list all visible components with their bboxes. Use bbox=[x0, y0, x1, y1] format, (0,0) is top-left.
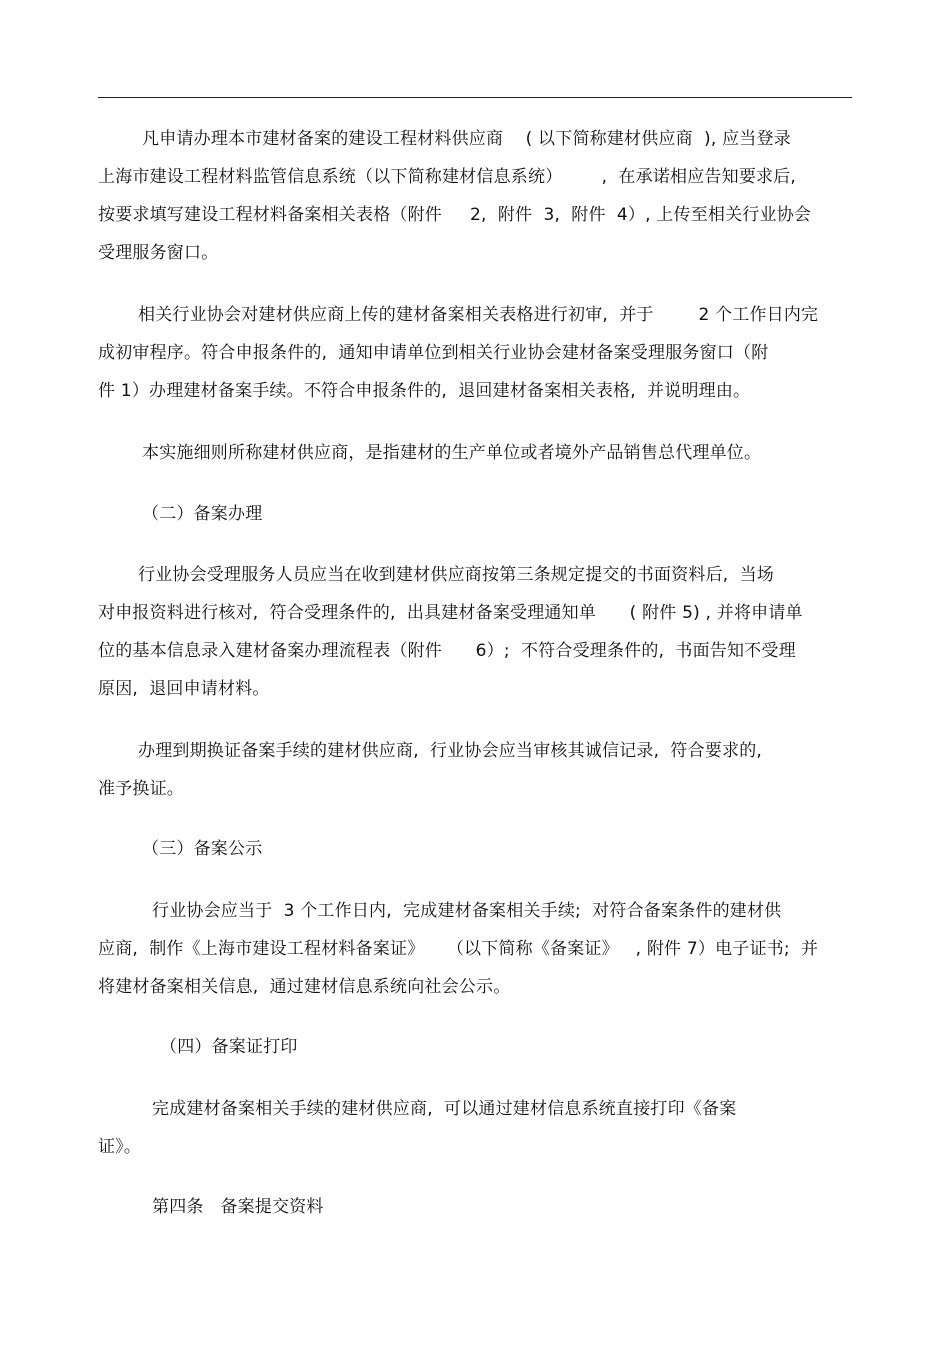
paragraph-line: 对申报资料进行核对, 符合受理条件的, 出具建材备案受理通知单 ( 附件 5) , 并将申请单 bbox=[98, 603, 803, 623]
paragraph-line: 行业协会应当于 3 个工作日内, 完成建材备案相关手续; 对符合备案条件的建材供 bbox=[152, 901, 782, 921]
paragraph-line: 原因, 退回申请材料。 bbox=[98, 679, 270, 699]
paragraph-line: 将建材备案相关信息, 通过建材信息系统向社会公示。 bbox=[98, 977, 511, 997]
paragraph-line: 凡申请办理本市建材备案的建设工程材料供应商 ( 以下简称建材供应商 ), 应当登录 bbox=[142, 129, 791, 149]
paragraph-line: 位的基本信息录入建材备案办理流程表（附件 6）; 不符合受理条件的, 书面告知不受理 bbox=[98, 641, 796, 661]
paragraph-line: 件 1）办理建材备案手续。不符合申报条件的, 退回建材备案相关表格, 并说明理由。 bbox=[98, 381, 751, 401]
paragraph-line: 受理服务窗口。 bbox=[98, 243, 219, 263]
header-rule bbox=[98, 97, 852, 98]
paragraph-line: 准予换证。 bbox=[98, 779, 184, 799]
paragraph-line: 应商, 制作《上海市建设工程材料备案证》 （以下简称《备案证》 , 附件 7）电子证书; 并 bbox=[98, 939, 819, 959]
section-heading: （三）备案公示 bbox=[142, 839, 263, 859]
section-heading: （二）备案办理 bbox=[142, 504, 263, 524]
article-heading: 第四条 备案提交资料 bbox=[152, 1197, 324, 1217]
paragraph-line: 行业协会受理服务人员应当在收到建材供应商按第三条规定提交的书面资料后, 当场 bbox=[138, 565, 775, 585]
paragraph-line: 上海市建设工程材料监管信息系统（以下简称建材信息系统） , 在承诺相应告知要求后, bbox=[98, 167, 797, 187]
paragraph-line: 成初审程序。符合申报条件的, 通知申请单位到相关行业协会建材备案受理服务窗口（附 bbox=[98, 343, 769, 363]
paragraph-line: 完成建材备案相关手续的建材供应商, 可以通过建材信息系统直接打印《备案 bbox=[152, 1099, 737, 1119]
paragraph-line: 按要求填写建设工程材料备案相关表格（附件 2, 附件 3, 附件 4）, 上传至相关行业协会 bbox=[98, 205, 812, 225]
paragraph-line: 证》。 bbox=[98, 1137, 142, 1157]
paragraph-line: 相关行业协会对建材供应商上传的建材备案相关表格进行初审, 并于 2 个工作日内完 bbox=[138, 305, 819, 325]
paragraph-line: 办理到期换证备案手续的建材供应商, 行业协会应当审核其诚信记录, 符合要求的, bbox=[138, 741, 763, 761]
paragraph-line: 本实施细则所称建材供应商，是指建材的生产单位或者境外产品销售总代理单位。 bbox=[142, 443, 762, 463]
section-heading: （四）备案证打印 bbox=[160, 1037, 298, 1057]
